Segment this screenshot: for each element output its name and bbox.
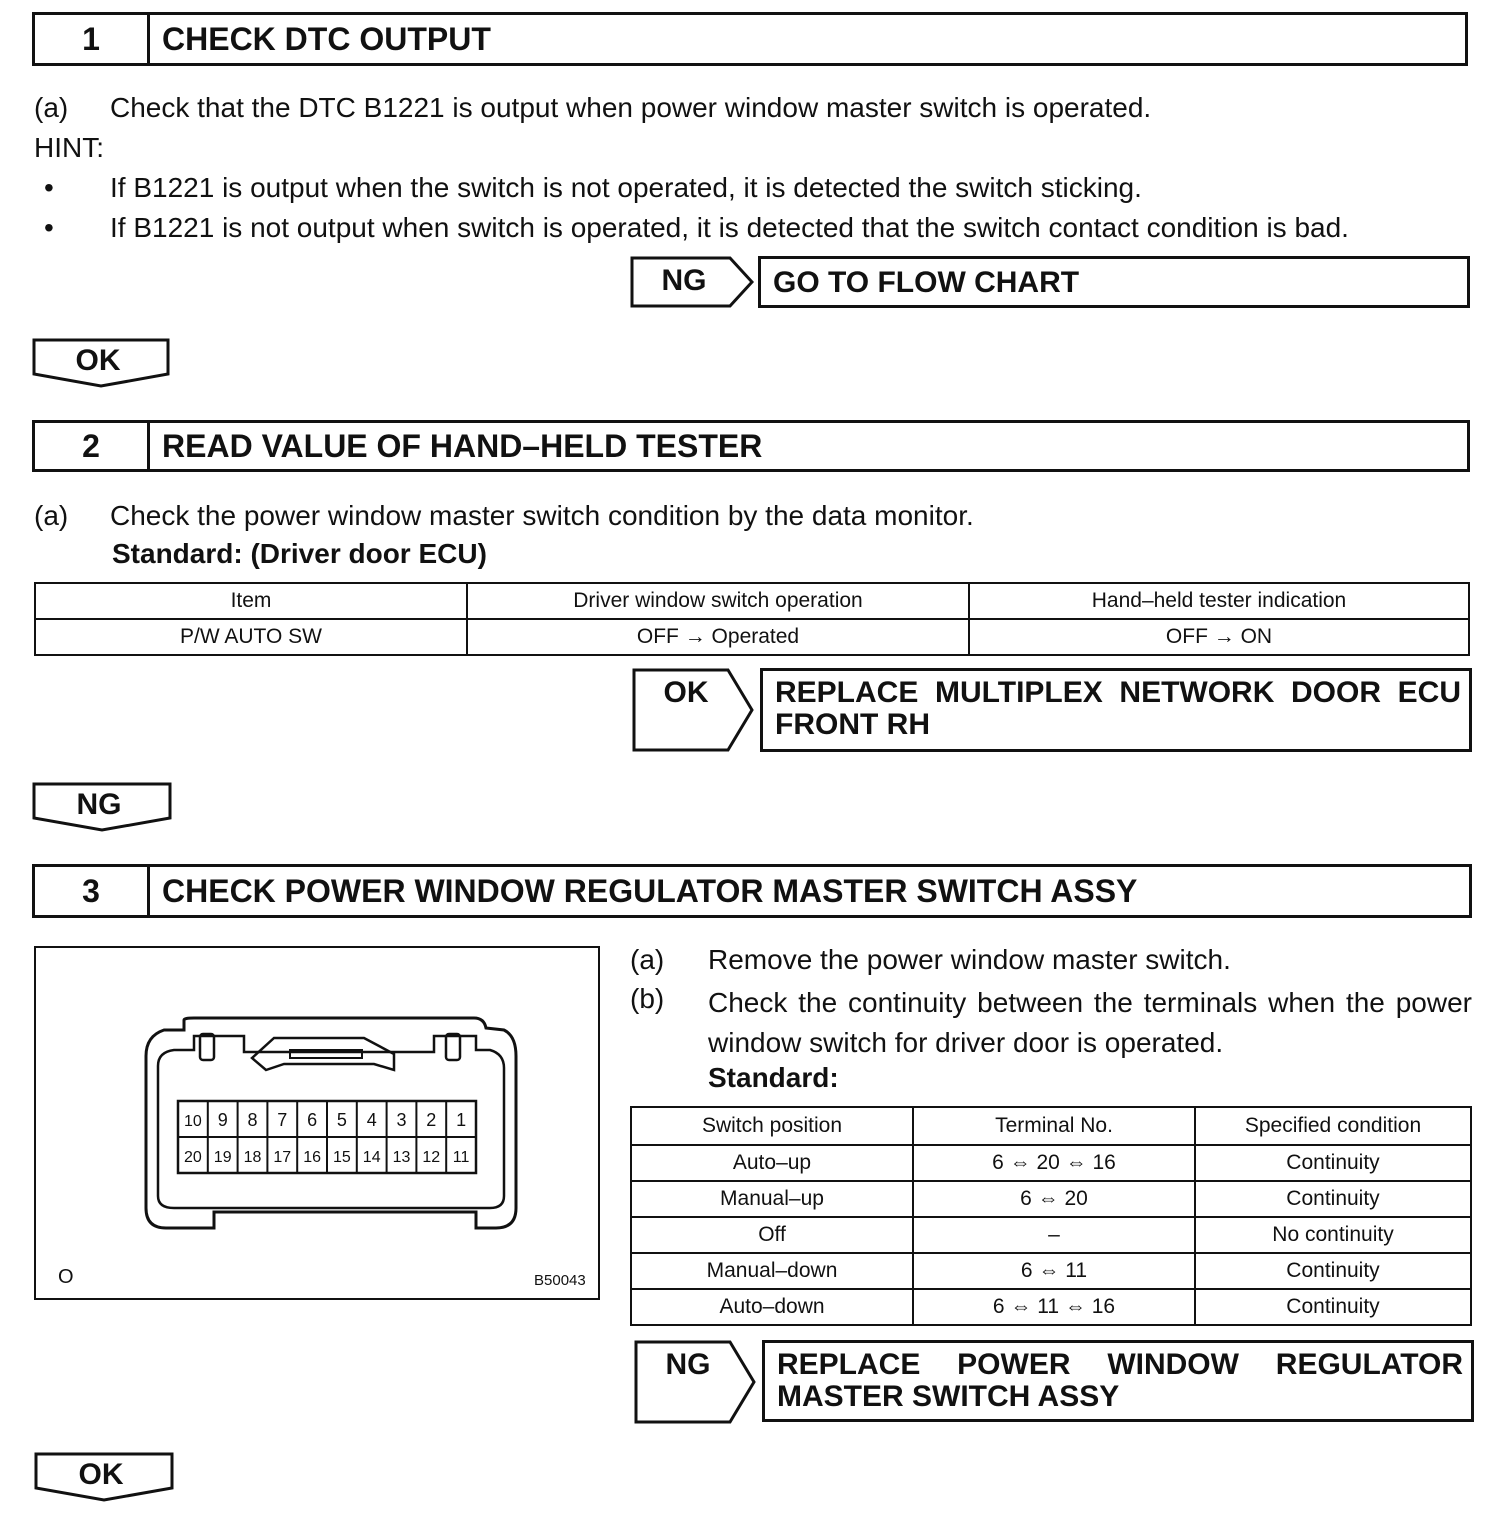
table-cell: 6 ⇔ 11 ⇔ 16 (913, 1289, 1195, 1325)
terminal-label: 8 (247, 1110, 258, 1130)
step2-result-box (760, 668, 1472, 752)
step2-number: 2 (35, 423, 150, 469)
terminal-label: 1 (456, 1110, 467, 1130)
connector-drawing (34, 946, 600, 1300)
table-row (631, 1289, 1471, 1325)
terminal-label: 6 (307, 1110, 318, 1130)
terminal-label: 4 (366, 1110, 377, 1130)
step3-b-label: (b) (630, 983, 665, 1014)
table-cell: Auto–up (631, 1145, 913, 1181)
table-row (35, 619, 1469, 655)
table-cell: Continuity (1195, 1253, 1471, 1289)
table-row (631, 1145, 1471, 1181)
bullet-marker: • (44, 172, 54, 203)
table-cell: No continuity (1195, 1217, 1471, 1253)
bullet-marker: • (44, 212, 54, 243)
table-header: Driver window switch operation (467, 583, 969, 619)
terminal-label: 19 (213, 1149, 232, 1166)
step2-title: READ VALUE OF HAND–HELD TESTER (162, 427, 763, 464)
hint-bullet-2: If B1221 is not output when switch is operated, it is detected that the switch contact condition is bad. (110, 212, 1349, 243)
step1-result-box (758, 256, 1470, 308)
step3-header (32, 864, 1472, 918)
terminal-label: 16 (303, 1149, 321, 1166)
terminal-label: 7 (277, 1110, 288, 1130)
table-cell: OFF → ON (969, 619, 1469, 655)
table-header: Hand–held tester indication (969, 583, 1469, 619)
step3-b-text: Check the continuity between the terminals when the power window switch for driver door is operated. (708, 987, 1472, 1058)
table-cell: Continuity (1195, 1145, 1471, 1181)
step2-flow-tag: NG (76, 788, 122, 821)
step2-standard: Standard: (Driver door ECU) (112, 538, 487, 569)
terminal-label: 5 (336, 1110, 347, 1130)
table-cell: OFF → Operated (467, 619, 969, 655)
table-header: Switch position (631, 1107, 913, 1145)
step3-a-text: Remove the power window master switch. (708, 944, 1231, 975)
step3-number: 3 (35, 867, 150, 915)
table-cell: Continuity (1195, 1289, 1471, 1325)
table-cell: 6 ⇔ 11 (913, 1253, 1195, 1289)
table-header-row (631, 1107, 1471, 1145)
step1-header (32, 12, 1468, 66)
step2-table (34, 582, 1470, 656)
table-cell: Manual–up (631, 1181, 913, 1217)
terminal-label: 2 (426, 1110, 437, 1130)
terminal-label: 18 (243, 1149, 262, 1166)
hint-bullet-1: If B1221 is output when the switch is not operated, it is detected the switch sticking. (110, 172, 1142, 203)
step1-title: CHECK DTC OUTPUT (162, 20, 491, 57)
table-header: Terminal No. (913, 1107, 1195, 1145)
terminal-label: 15 (333, 1149, 351, 1166)
step3-flow-tag: OK (78, 1458, 124, 1491)
step1-result-tag: NG (661, 264, 707, 297)
table-row (631, 1181, 1471, 1217)
step1-result-text: GO TO FLOW CHART (773, 266, 1080, 299)
step2-result-tag: OK (663, 676, 709, 709)
hint-label: HINT: (34, 132, 104, 163)
step2-a-text: Check the power window master switch condition by the data monitor. (110, 500, 974, 531)
table-header: Item (35, 583, 467, 619)
terminal-label: 9 (217, 1110, 228, 1130)
terminal-label: 13 (392, 1149, 411, 1166)
terminal-row-top (184, 1110, 466, 1130)
step1-flow-tag: OK (75, 344, 121, 377)
step3-result-text: REPLACE POWER WINDOW REGULATOR MASTER SWITCH ASSY (777, 1348, 1463, 1413)
table-header: Specified condition (1195, 1107, 1471, 1145)
terminal-label: 20 (184, 1149, 202, 1166)
step1-number: 1 (35, 15, 150, 63)
terminal-label: 17 (273, 1149, 292, 1166)
table-cell: Off (631, 1217, 913, 1253)
step3-title: CHECK POWER WINDOW REGULATOR MASTER SWITCH ASSY (162, 872, 1138, 909)
connector-figure (34, 946, 600, 1300)
table-header-row (35, 583, 1469, 619)
step2-header (32, 420, 1470, 472)
step3-table (630, 1106, 1472, 1326)
step3-standard: Standard: (708, 1062, 839, 1093)
table-cell: Manual–down (631, 1253, 913, 1289)
table-cell: Auto–down (631, 1289, 913, 1325)
step3-result-tag: NG (665, 1348, 711, 1381)
figure-code: B50043 (534, 1272, 586, 1289)
terminal-label: 3 (396, 1110, 407, 1130)
terminal-label: 12 (422, 1149, 441, 1166)
step2-result-text: REPLACE MULTIPLEX NETWORK DOOR ECU FRONT RH (775, 676, 1461, 741)
step3-result-box (762, 1340, 1474, 1422)
figure-corner-mark: O (58, 1266, 74, 1288)
table-cell: 6 ⇔ 20 (913, 1181, 1195, 1217)
step2-a-label: (a) (34, 500, 69, 531)
table-cell: – (913, 1217, 1195, 1253)
terminal-label: 14 (362, 1149, 381, 1166)
step1-a-label: (a) (34, 92, 69, 123)
step3-a-label: (a) (630, 944, 665, 975)
table-row (631, 1217, 1471, 1253)
step1-a-text: Check that the DTC B1221 is output when power window master switch is operated. (110, 92, 1152, 123)
table-cell: 6 ⇔ 20 ⇔ 16 (913, 1145, 1195, 1181)
terminal-label: 11 (452, 1149, 470, 1166)
terminal-label: 10 (184, 1113, 202, 1130)
table-cell: Continuity (1195, 1181, 1471, 1217)
table-row (631, 1253, 1471, 1289)
table-cell: P/W AUTO SW (35, 619, 467, 655)
